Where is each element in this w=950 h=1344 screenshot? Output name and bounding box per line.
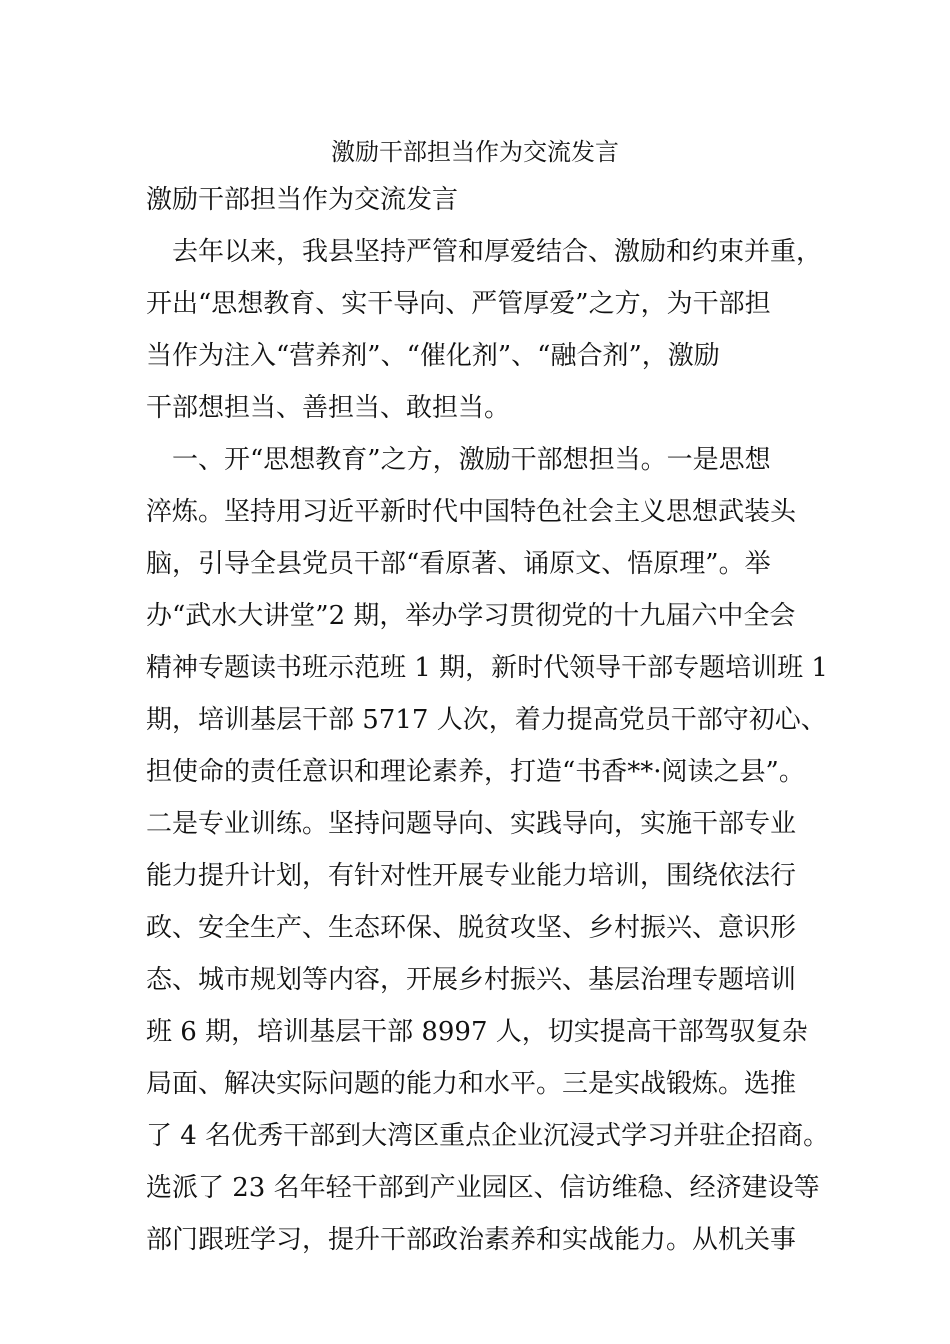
text-line-subtitle: 激励干部担当作为交流发言 bbox=[146, 185, 459, 215]
text-line: 去年以来，我县坚持严管和厚爱结合、激励和约束并重， bbox=[146, 237, 823, 267]
text-line: 二是专业训练。坚持问题导向、实践导向，实施干部专业 bbox=[146, 809, 797, 839]
text-line: 期，培训基层干部 5717 人次，着力提高党员干部守初心、 bbox=[146, 705, 827, 735]
text-line: 一、开“思想教育”之方，激励干部想担当。一是思想 bbox=[146, 445, 771, 475]
text-line: 局面、解决实际问题的能力和水平。三是实战锻炼。选推 bbox=[146, 1069, 797, 1099]
text-line: 能力提升计划，有针对性开展专业能力培训，围绕依法行 bbox=[146, 861, 797, 891]
text-line: 态、城市规划等内容，开展乡村振兴、基层治理专题培训 bbox=[146, 965, 797, 995]
text-line: 班 6 期，培训基层干部 8997 人，切实提高干部驾驭复杂 bbox=[146, 1017, 808, 1047]
text-line: 当作为注入“营养剂”、“催化剂”、“融合剂”，激励 bbox=[146, 341, 720, 371]
text-line: 开出“思想教育、实干导向、严管厚爱”之方，为干部担 bbox=[146, 289, 771, 319]
text-line: 办“武水大讲堂”2 期，举办学习贯彻党的十九届六中全会 bbox=[146, 601, 796, 631]
text-line: 选派了 23 名年轻干部到产业园区、信访维稳、经济建设等 bbox=[146, 1173, 820, 1203]
text-line: 脑，引导全县党员干部“看原著、诵原文、悟原理”。举 bbox=[146, 549, 771, 579]
text-line: 淬炼。坚持用习近平新时代中国特色社会主义思想武装头 bbox=[146, 497, 797, 527]
text-line: 了 4 名优秀干部到大湾区重点企业沉浸式学习并驻企招商。 bbox=[146, 1121, 830, 1151]
text-line: 精神专题读书班示范班 1 期，新时代领导干部专题培训班 1 bbox=[146, 653, 828, 683]
text-line: 担使命的责任意识和理论素养，打造“书香**·阅读之县”。 bbox=[146, 757, 805, 787]
text-line: 政、安全生产、生态环保、脱贫攻坚、乡村振兴、意识形 bbox=[146, 913, 797, 943]
document-title: 激励干部担当作为交流发言 bbox=[331, 138, 619, 166]
text-line: 部门跟班学习，提升干部政治素养和实战能力。从机关事 bbox=[146, 1225, 797, 1255]
text-line: 干部想担当、善担当、敢担当。 bbox=[146, 393, 511, 423]
